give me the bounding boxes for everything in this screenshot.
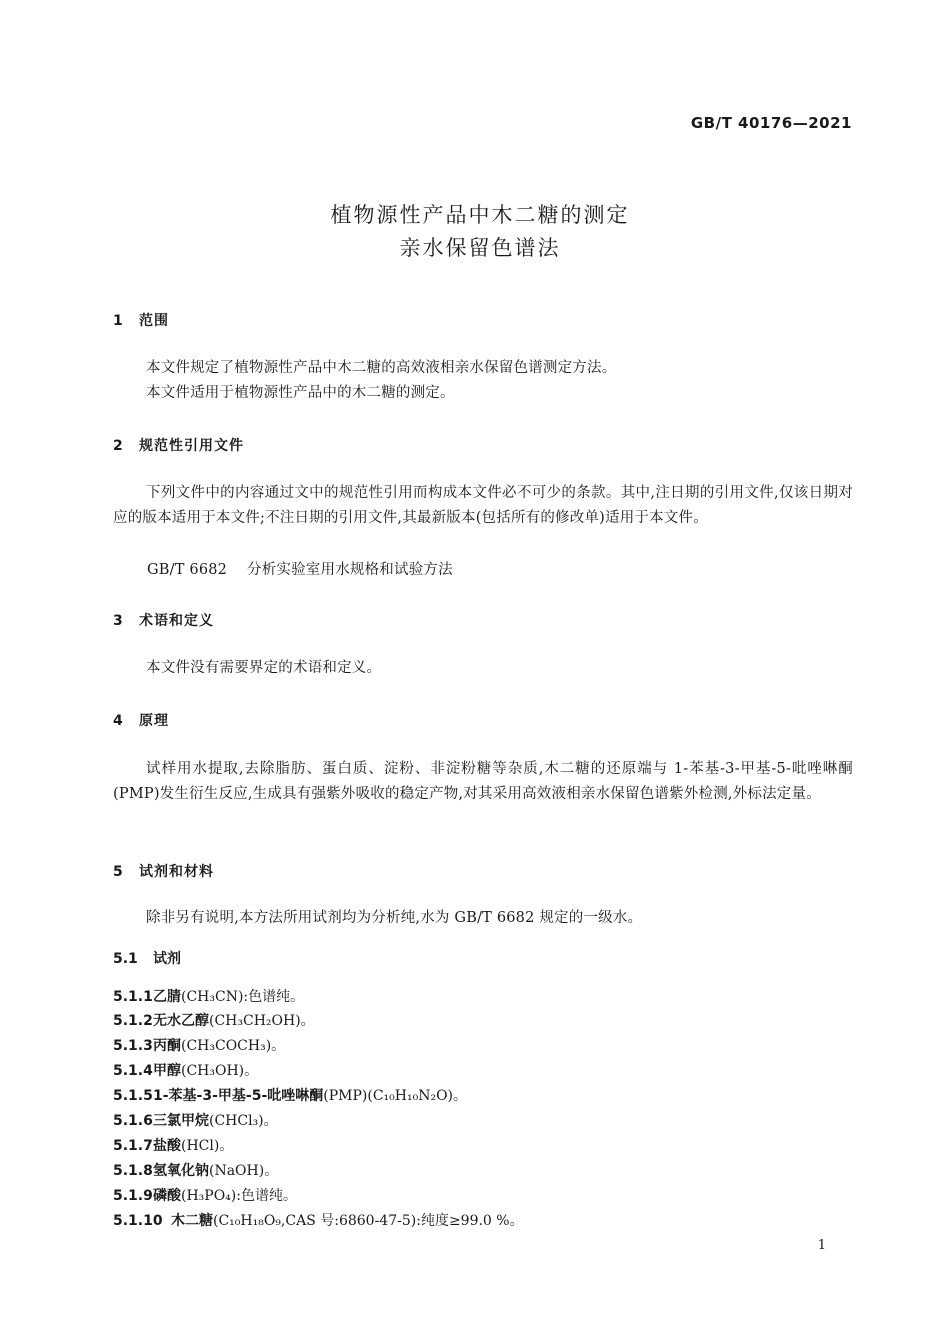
section-2-body (113, 481, 853, 530)
document-title: 植物源性产品中木二糖的测定 (330, 203, 630, 227)
paragraph: 试样用水提取,去除脂肪、蛋白质、淀粉、非淀粉糖等杂质,木二糖的还原端与 1-苯基-3-甲基-5-吡唑啉酮(PMP)发生衍生反应,生成具有强紫外吸收的稳定产物,对其采用高效液相亲水保留色谱紫外检测,外标法定量。 (113, 761, 853, 802)
list-item: 5.1.2无水乙醇(CH₃CH₂OH)。 (113, 1013, 315, 1029)
section-5-body (113, 906, 853, 931)
list-item: 5.1.9磷酸(H₃PO₄):色谱纯。 (113, 1188, 297, 1204)
section-heading-3: 3 术语和定义 (113, 613, 214, 629)
section-4-body (113, 757, 853, 806)
section-1-body (113, 356, 853, 405)
paragraph: 本文件规定了植物源性产品中木二糖的高效液相亲水保留色谱测定方法。 (146, 360, 617, 376)
list-item: 5.1.3丙酮(CH₃COCH₃)。 (113, 1038, 286, 1054)
list-item: 5.1.1乙腈(CH₃CN):色谱纯。 (113, 989, 305, 1005)
page-number: 1 (817, 1238, 826, 1253)
paragraph: 除非另有说明,本方法所用试剂均为分析纯,水为 GB/T 6682 规定的一级水。 (146, 910, 643, 926)
section-heading-5-1: 5.1 试剂 (113, 951, 181, 967)
list-item: 5.1.7盐酸(HCl)。 (113, 1138, 234, 1154)
paragraph: 本文件没有需要界定的术语和定义。 (146, 660, 382, 676)
section-3-body (113, 656, 853, 681)
section-heading-5: 5 试剂和材料 (113, 864, 214, 880)
list-item: 5.1.4甲醇(CH₃OH)。 (113, 1063, 259, 1079)
list-item: 5.1.6三氯甲烷(CHCl₃)。 (113, 1113, 278, 1129)
list-item: 5.1.10 木二糖(C₁₀H₁₈O₉,CAS 号:6860-47-5):纯度≥99.0 %。 (113, 1213, 524, 1229)
section-heading-1: 1 范围 (113, 313, 169, 329)
standard-number: GB/T 40176—2021 (690, 114, 852, 132)
normative-reference: GB/T 6682 分析实验室用水规格和试验方法 (147, 562, 453, 578)
document-subtitle: 亲水保留色谱法 (399, 236, 561, 260)
paragraph: 下列文件中的内容通过文中的规范性引用而构成本文件必不可少的条款。其中,注日期的引用文件,仅该日期对应的版本适用于本文件;不注日期的引用文件,其最新版本(包括所有的修改单)适用于本文件。 (113, 485, 853, 526)
section-heading-2: 2 规范性引用文件 (113, 438, 244, 454)
section-heading-4: 4 原理 (113, 713, 169, 729)
list-item: 5.1.8氢氧化钠(NaOH)。 (113, 1163, 279, 1179)
paragraph: 本文件适用于植物源性产品中的木二糖的测定。 (146, 384, 455, 401)
list-item: 5.1.51-苯基-3-甲基-5-吡唑啉酮(PMP)(C₁₀H₁₀N₂O)。 (113, 1088, 468, 1104)
